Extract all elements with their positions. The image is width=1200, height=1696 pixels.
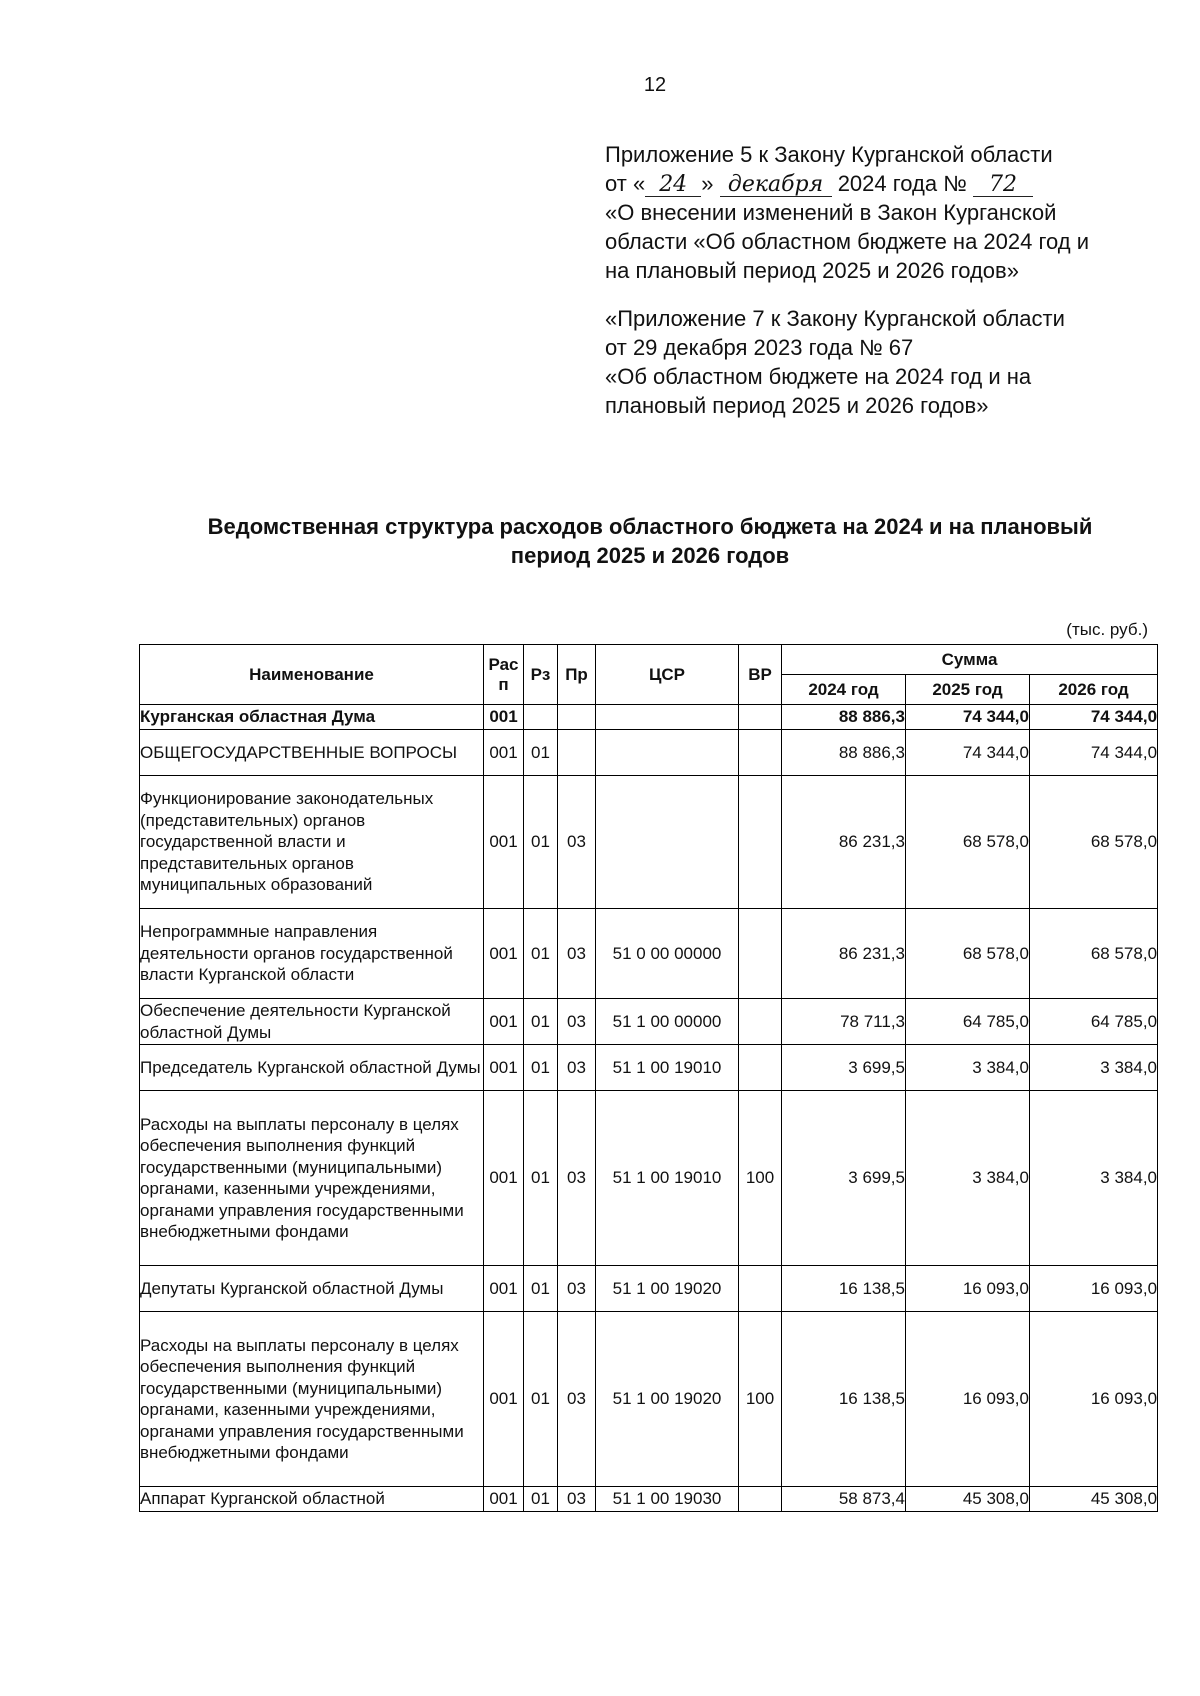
document-title (120, 512, 1180, 570)
header-row-top (140, 645, 1158, 675)
appendix-block (605, 140, 1165, 420)
row-csr-cell: 51 1 00 00000 (596, 999, 739, 1045)
row-name-cell: ОБЩЕГОСУДАРСТВЕННЫЕ ВОПРОСЫ (140, 730, 484, 776)
header-sum: Сумма (782, 645, 1158, 675)
row-amount-2026-cell: 68 578,0 (1030, 776, 1158, 909)
row-name-cell: Курганская областная Дума (140, 705, 484, 730)
row-pr-cell: 03 (558, 1312, 596, 1487)
orig-line-2: от 29 декабря 2023 года № 67 (605, 335, 914, 360)
row-amount-2024-cell: 78 711,3 (782, 999, 906, 1045)
table-row (140, 705, 1158, 730)
row-vr-cell (739, 1487, 782, 1512)
header-pr: Пр (558, 645, 596, 705)
row-rz-cell: 01 (524, 776, 558, 909)
row-amount-2025-cell: 16 093,0 (906, 1266, 1030, 1312)
law-line-2: области «Об областном бюджете на 2024 год и (605, 229, 1090, 254)
row-rz-cell: 01 (524, 1312, 558, 1487)
header-vr: ВР (739, 645, 782, 705)
row-vr-cell (739, 705, 782, 730)
row-amount-2024-cell: 16 138,5 (782, 1312, 906, 1487)
row-name-cell: Депутаты Курганской областной Думы (140, 1266, 484, 1312)
row-csr-cell: 51 1 00 19030 (596, 1487, 739, 1512)
row-vr-cell (739, 999, 782, 1045)
header-2025: 2025 год (906, 675, 1030, 705)
appendix-header-line: Приложение 5 к Закону Курганской области (605, 142, 1053, 167)
header-csr: ЦСР (596, 645, 739, 705)
row-amount-2025-cell: 74 344,0 (906, 705, 1030, 730)
row-name-cell: Расходы на выплаты персоналу в целях обеспечения выполнения функций государственными (муниципальными) органами, казенными учреждениями, органами управления государственными внебюджетными фондами (140, 1091, 484, 1266)
row-pr-cell: 03 (558, 1487, 596, 1512)
row-vr-cell: 100 (739, 1091, 782, 1266)
row-name-cell: Расходы на выплаты персоналу в целях обеспечения выполнения функций государственными (муниципальными) органами, казенными учреждениями, органами управления государственными внебюджетными фондами (140, 1312, 484, 1487)
row-vr-cell (739, 909, 782, 999)
table-row (140, 1045, 1158, 1091)
row-amount-2025-cell: 16 093,0 (906, 1312, 1030, 1487)
date-prefix: от « (605, 171, 646, 196)
date-day-handwritten: 24 (645, 174, 701, 197)
page-number: 12 (643, 74, 667, 96)
table-row (140, 730, 1158, 776)
row-csr-cell (596, 730, 739, 776)
row-vr-cell (739, 776, 782, 909)
date-year: 2024 года (837, 171, 938, 196)
table-row (140, 909, 1158, 999)
row-amount-2024-cell: 88 886,3 (782, 730, 906, 776)
header-2024: 2024 год (782, 675, 906, 705)
table-row (140, 1091, 1158, 1266)
row-pr-cell: 03 (558, 909, 596, 999)
header-rz: Рз (524, 645, 558, 705)
row-pr-cell: 03 (558, 776, 596, 909)
row-csr-cell (596, 776, 739, 909)
number-label: № (943, 171, 967, 196)
row-csr-cell: 51 1 00 19020 (596, 1266, 739, 1312)
row-name-cell: Аппарат Курганской областной (140, 1487, 484, 1512)
title-line-1: Ведомственная структура расходов областного бюджета на 2024 и на плановый (207, 514, 1093, 539)
row-pr-cell: 03 (558, 1045, 596, 1091)
row-rasp-cell: 001 (484, 705, 524, 730)
row-amount-2025-cell: 3 384,0 (906, 1091, 1030, 1266)
row-amount-2026-cell: 3 384,0 (1030, 1091, 1158, 1266)
row-amount-2024-cell: 3 699,5 (782, 1091, 906, 1266)
orig-line-1: «Приложение 7 к Закону Курганской области (605, 306, 1065, 331)
row-amount-2026-cell: 3 384,0 (1030, 1045, 1158, 1091)
table-row (140, 776, 1158, 909)
row-amount-2024-cell: 3 699,5 (782, 1045, 906, 1091)
row-csr-cell: 51 0 00 00000 (596, 909, 739, 999)
row-name-cell: Обеспечение деятельности Курганской областной Думы (140, 999, 484, 1045)
date-mid: » (701, 171, 714, 196)
row-csr-cell: 51 1 00 19020 (596, 1312, 739, 1487)
row-amount-2026-cell: 16 093,0 (1030, 1266, 1158, 1312)
row-pr-cell: 03 (558, 1091, 596, 1266)
row-pr-cell: 03 (558, 999, 596, 1045)
row-rasp-cell: 001 (484, 730, 524, 776)
row-amount-2026-cell: 16 093,0 (1030, 1312, 1158, 1487)
row-amount-2024-cell: 86 231,3 (782, 909, 906, 999)
row-rz-cell: 01 (524, 1091, 558, 1266)
row-amount-2026-cell: 68 578,0 (1030, 909, 1158, 999)
row-rasp-cell: 001 (484, 1312, 524, 1487)
row-rz-cell: 01 (524, 1487, 558, 1512)
header-name: Наименование (140, 645, 484, 705)
table-row (140, 1487, 1158, 1512)
row-amount-2025-cell: 68 578,0 (906, 909, 1030, 999)
row-rasp-cell: 001 (484, 999, 524, 1045)
row-rasp-cell: 001 (484, 1045, 524, 1091)
row-rz-cell: 01 (524, 1045, 558, 1091)
row-vr-cell (739, 730, 782, 776)
row-rz-cell (524, 705, 558, 730)
row-amount-2026-cell: 74 344,0 (1030, 730, 1158, 776)
row-rasp-cell: 001 (484, 909, 524, 999)
row-csr-cell: 51 1 00 19010 (596, 1091, 739, 1266)
row-rasp-cell: 001 (484, 776, 524, 909)
row-rasp-cell: 001 (484, 1266, 524, 1312)
units-label: (тыс. руб.) (1066, 620, 1148, 639)
row-amount-2025-cell: 68 578,0 (906, 776, 1030, 909)
row-amount-2026-cell: 64 785,0 (1030, 999, 1158, 1045)
row-amount-2024-cell: 88 886,3 (782, 705, 906, 730)
row-name-cell: Председатель Курганской областной Думы (140, 1045, 484, 1091)
row-pr-cell (558, 705, 596, 730)
orig-line-4: плановый период 2025 и 2026 годов» (605, 393, 989, 418)
row-amount-2025-cell: 3 384,0 (906, 1045, 1030, 1091)
row-rasp-cell: 001 (484, 1091, 524, 1266)
row-csr-cell (596, 705, 739, 730)
table-row (140, 1266, 1158, 1312)
row-pr-cell (558, 730, 596, 776)
row-vr-cell (739, 1266, 782, 1312)
row-csr-cell: 51 1 00 19010 (596, 1045, 739, 1091)
row-amount-2025-cell: 74 344,0 (906, 730, 1030, 776)
header-rasp: Рас п (484, 645, 524, 705)
law-line-3: на плановый период 2025 и 2026 годов» (605, 258, 1019, 283)
row-pr-cell: 03 (558, 1266, 596, 1312)
row-name-cell: Непрограммные направления деятельности органов государственной власти Курганской области (140, 909, 484, 999)
row-rz-cell: 01 (524, 999, 558, 1045)
date-month-handwritten: декабря (720, 174, 832, 197)
row-rz-cell: 01 (524, 730, 558, 776)
row-vr-cell: 100 (739, 1312, 782, 1487)
table-row (140, 1312, 1158, 1487)
row-amount-2025-cell: 45 308,0 (906, 1487, 1030, 1512)
row-rz-cell: 01 (524, 909, 558, 999)
table-row (140, 999, 1158, 1045)
law-line-1: «О внесении изменений в Закон Курганской (605, 200, 1057, 225)
row-amount-2026-cell: 74 344,0 (1030, 705, 1158, 730)
appendix-date-line (605, 169, 1165, 198)
row-amount-2024-cell: 86 231,3 (782, 776, 906, 909)
row-amount-2024-cell: 16 138,5 (782, 1266, 906, 1312)
row-amount-2025-cell: 64 785,0 (906, 999, 1030, 1045)
row-rasp-cell: 001 (484, 1487, 524, 1512)
title-line-2: период 2025 и 2026 годов (510, 543, 790, 568)
row-rz-cell: 01 (524, 1266, 558, 1312)
header-2026: 2026 год (1030, 675, 1158, 705)
budget-table (139, 644, 1158, 1512)
row-name-cell: Функционирование законодательных (представительных) органов государственной власти и представительных органов муниципальных образований (140, 776, 484, 909)
row-amount-2024-cell: 58 873,4 (782, 1487, 906, 1512)
row-amount-2026-cell: 45 308,0 (1030, 1487, 1158, 1512)
orig-line-3: «Об областном бюджете на 2024 год и на (605, 364, 1032, 389)
number-value-handwritten: 72 (973, 174, 1033, 197)
row-vr-cell (739, 1045, 782, 1091)
